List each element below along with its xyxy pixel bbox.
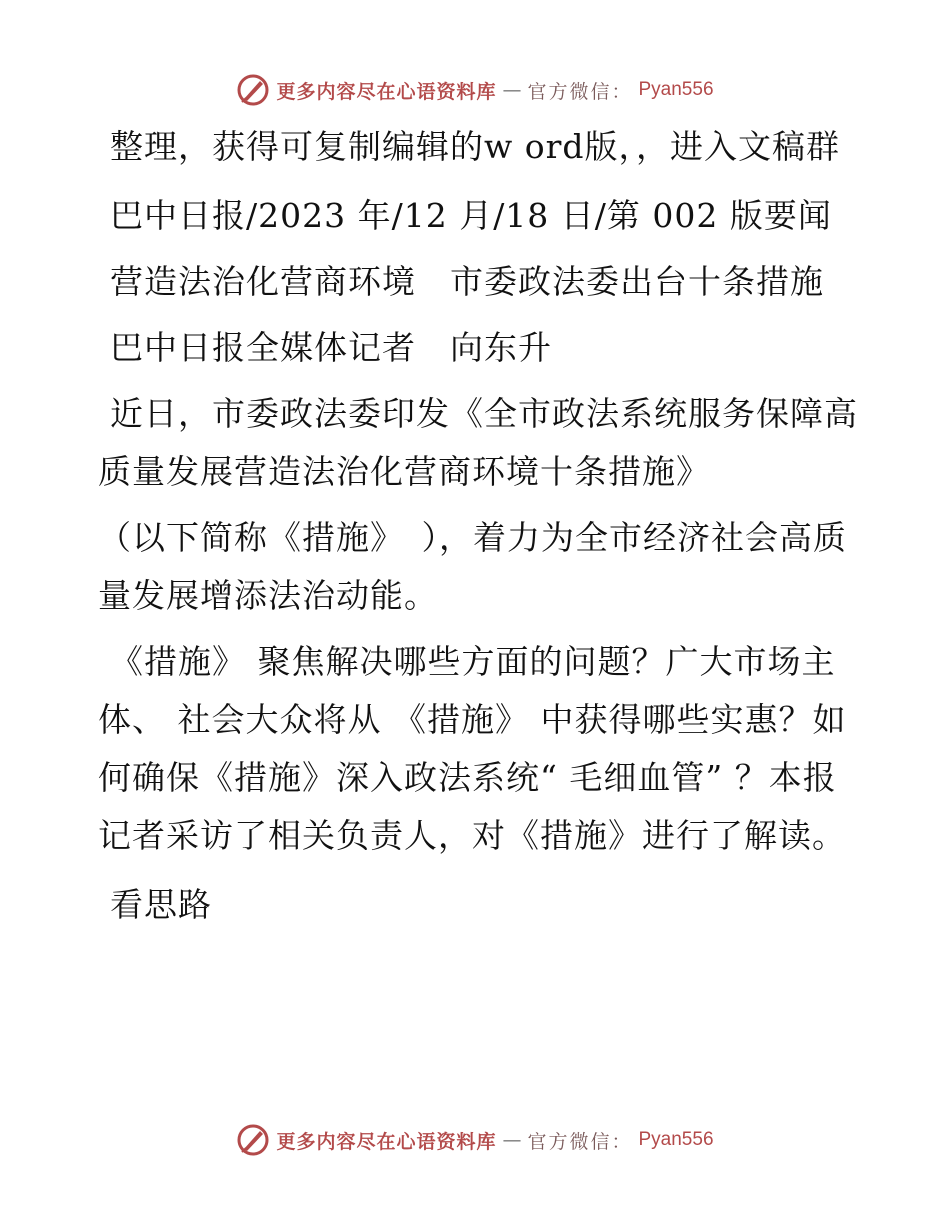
intro-paragraph: 整理，获得可复制编辑的w ord版，，进入文稿群 (110, 127, 841, 166)
section-heading: 看思路 (110, 885, 212, 924)
body-paragraph: 《措施》 聚焦解决哪些方面的问题？广大市场主体、 社会大众将从 《措施》 中获得哪些实惠？如何确保《措施》深入政法系统“ 毛细血管” ？本报记者采访了相关负责人，对《措施》进行了解读。 (98, 642, 847, 855)
source-line: 巴中日报/2023 年/12 月/18 日/第 002 版要闻 (110, 196, 832, 235)
article-title: 营造法治化营商环境 市委政法委出台十条措施 (110, 262, 824, 301)
byline: 巴中日报全媒体记者 向东升 (110, 328, 552, 367)
banner-wechat-label: 官方微信： (527, 1130, 633, 1153)
banner-wechat-id: Pyan556 (638, 79, 714, 100)
banner-dash: — (502, 79, 522, 101)
body-paragraph: （以下简称《措施》 ），着力为全市经济社会高质量发展增添法治动能。 (98, 518, 847, 615)
header-watermark-banner (0, 70, 950, 110)
banner-wechat-label: 官方微信： (527, 80, 633, 103)
document-body (98, 118, 858, 934)
quill-pen-seal-icon (236, 73, 270, 107)
banner-wechat-id: Pyan556 (638, 1129, 714, 1150)
banner-main-text: 更多内容尽在心语资料库 (276, 1130, 497, 1153)
quill-pen-seal-icon (236, 1123, 270, 1157)
body-paragraph: 近日，市委政法委印发《全市政法系统服务保障高质量发展营造法治化营商环境十条措施》 (98, 394, 858, 491)
footer-watermark-banner (0, 1120, 950, 1160)
banner-dash: — (502, 1129, 522, 1151)
banner-main-text: 更多内容尽在心语资料库 (276, 80, 497, 103)
